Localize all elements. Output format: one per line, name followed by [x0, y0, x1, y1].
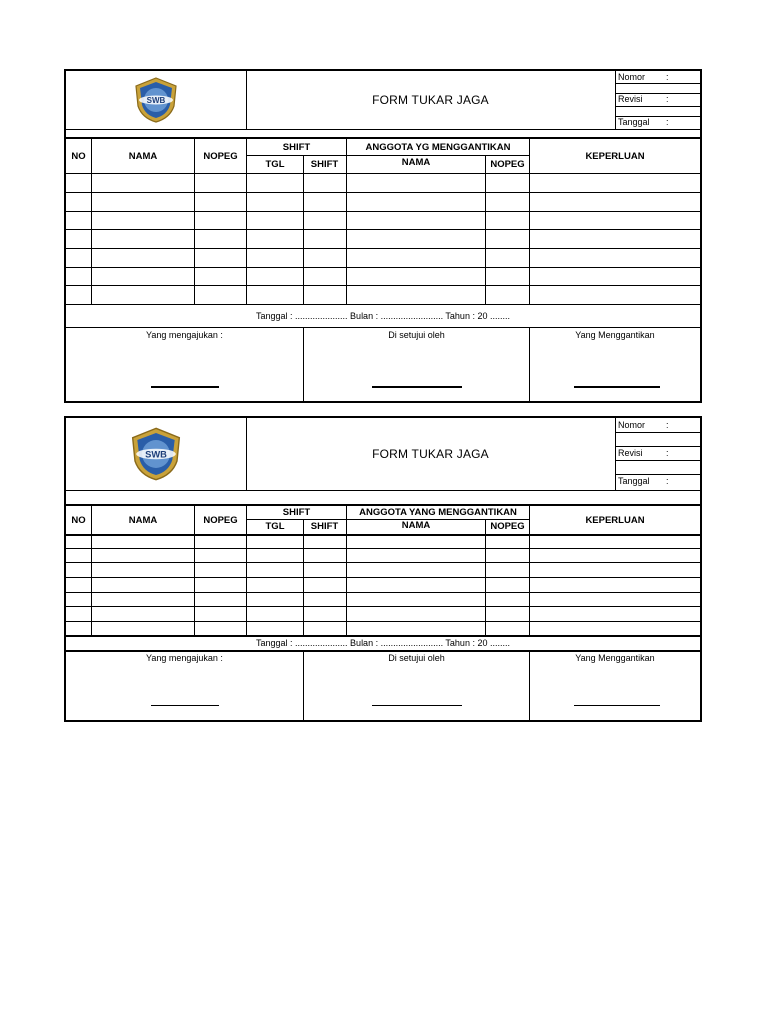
col-anggota-nopeg: NOPEG	[490, 521, 525, 532]
col-nama: NAMA	[128, 514, 158, 526]
col-shift-group: SHIFT	[282, 141, 311, 153]
signature-line-pengganti	[574, 386, 660, 388]
form-title: FORM TUKAR JAGA	[372, 447, 489, 461]
meta-revisi: Revisi :	[618, 94, 669, 104]
col-keperluan: KEPERLUAN	[585, 150, 645, 162]
col-no: NO	[71, 514, 86, 526]
meta-tanggal: Tanggal :	[618, 476, 669, 486]
signature-line-penyetuju	[372, 386, 462, 388]
sig-label-pengaju: Yang mengajukan :	[146, 330, 223, 340]
col-nopeg: NOPEG	[203, 150, 238, 162]
signature-line-pengaju	[151, 705, 219, 706]
sig-label-penyetuju: Di setujui oleh	[388, 653, 445, 663]
col-anggota-group: ANGGOTA YANG MENGGANTIKAN	[359, 507, 517, 518]
col-shift-group: SHIFT	[282, 507, 311, 518]
svg-text:SWB: SWB	[146, 96, 166, 105]
col-tgl: TGL	[265, 159, 285, 170]
col-tgl: TGL	[265, 521, 285, 532]
svg-text:SWB: SWB	[145, 449, 167, 460]
meta-tanggal: Tanggal :	[618, 117, 669, 127]
date-line: Tanggal : ..................... Bulan : ......................... Tahun : 20 ........	[256, 638, 510, 648]
tukar-jaga-form-1	[64, 69, 702, 403]
col-shift: SHIFT	[310, 159, 339, 170]
col-nama: NAMA	[128, 150, 158, 162]
shield-logo-icon	[132, 76, 180, 124]
sig-label-pengganti: Yang Menggantikan	[575, 330, 655, 340]
sig-label-penyetuju: Di setujui oleh	[388, 330, 445, 340]
sig-label-pengganti: Yang Menggantikan	[575, 653, 655, 663]
form-title: FORM TUKAR JAGA	[372, 93, 489, 107]
col-no: NO	[71, 150, 86, 162]
col-nopeg: NOPEG	[203, 514, 238, 526]
col-keperluan: KEPERLUAN	[585, 514, 645, 526]
company-logo	[66, 71, 246, 129]
col-anggota-nopeg: NOPEG	[490, 159, 525, 170]
meta-nomor: Nomor :	[618, 72, 669, 82]
meta-nomor: Nomor :	[618, 420, 669, 430]
col-shift: SHIFT	[310, 521, 339, 532]
company-logo	[66, 418, 246, 490]
date-line: Tanggal : ..................... Bulan : ......................... Tahun : 20 ........	[256, 311, 510, 321]
sig-label-pengaju: Yang mengajukan :	[146, 653, 223, 663]
signature-line-penyetuju	[372, 705, 462, 706]
meta-revisi: Revisi :	[618, 448, 669, 458]
col-anggota-nama: NAMA	[401, 519, 431, 531]
tukar-jaga-form-2	[64, 416, 702, 722]
shield-logo-icon	[128, 426, 184, 482]
col-anggota-nama: NAMA	[401, 156, 431, 168]
signature-line-pengaju	[151, 386, 219, 388]
signature-line-pengganti	[574, 705, 660, 706]
col-anggota-group: ANGGOTA YG MENGGANTIKAN	[365, 141, 511, 153]
